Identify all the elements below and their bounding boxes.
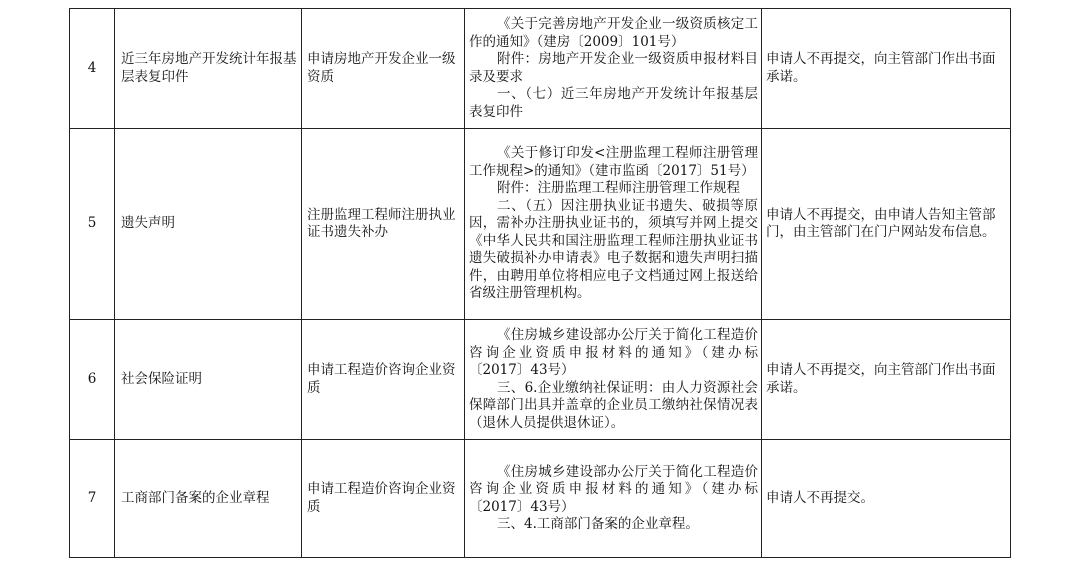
legal-basis [465,440,762,558]
basis-paragraph: 《住房城乡建设部办公厅关于简化工程造价咨询企业资质申报材料的通知》（建办标〔2017〕43号） [469,463,758,515]
basis-paragraph: 三、6.企业缴纳社保证明：由人力资源社会保障部门出具并盖章的企业员工缴纳社保情况表（退休人员提供退休证）。 [469,379,758,431]
table-row [70,9,1011,129]
basis-paragraph: 《关于修订印发<注册监理工程师注册管理工作规程>的通知》（建市监函〔2017〕51号） [469,145,758,179]
table-row [70,320,1011,440]
legal-basis [465,320,762,440]
basis-paragraph: 附件：注册监理工程师注册管理工作规程 [497,180,740,197]
materials-table [69,8,1011,558]
basis-paragraph: 附件：房地产开发企业一级资质申报材料目录及要求 [469,51,758,85]
handling-method [762,440,1011,558]
basis-paragraph: 一、（七）近三年房地产开发统计年报基层表复印件 [469,86,758,120]
row-number: 6 [70,320,115,440]
handling-text: 申请人不再提交，向主管部门作出书面承诺。 [766,362,996,396]
handling-method [762,320,1011,440]
service-item: 注册监理工程师注册执业证书遗失补办 [302,129,465,320]
handling-method [762,9,1011,129]
handling-method [762,129,1011,320]
row-number: 5 [70,129,115,320]
legal-basis [465,9,762,129]
basis-paragraph: 二、（五）因注册执业证书遗失、破损等原因，需补办注册执业证书的，须填写并网上提交《中华人民共和国注册监理工程师注册执业证书遗失破损补办申请表》电子数据和遗失声明扫描件，由聘用单位将相应电子文档通过网上报送给省级注册管理机构。 [469,197,758,302]
row-number: 4 [70,9,115,129]
handling-text: 申请人不再提交，向主管部门作出书面承诺。 [766,51,996,85]
table-row [70,440,1011,558]
handling-text: 申请人不再提交。 [766,489,874,506]
basis-paragraph: 三、4.工商部门备案的企业章程。 [497,516,699,532]
material-name: 工商部门备案的企业章程 [115,440,302,558]
service-item: 申请工程造价咨询企业资质 [302,320,465,440]
service-item: 申请工程造价咨询企业资质 [302,440,465,558]
basis-paragraph: 《住房城乡建设部办公厅关于简化工程造价咨询企业资质申报材料的通知》（建办标〔2017〕43号） [469,327,758,378]
handling-text: 申请人不再提交，由申请人告知主管部门，由主管部门在门户网站发布信息。 [766,206,996,240]
legal-basis [465,129,762,320]
basis-paragraph: 《关于完善房地产开发企业一级资质核定工作的通知》（建房〔2009〕101号） [469,16,758,50]
row-number: 7 [70,440,115,558]
material-name: 近三年房地产开发统计年报基层表复印件 [115,9,302,129]
material-name: 社会保险证明 [115,320,302,440]
table-row [70,129,1011,320]
service-item: 申请房地产开发企业一级资质 [302,9,465,129]
material-name: 遗失声明 [115,129,302,320]
